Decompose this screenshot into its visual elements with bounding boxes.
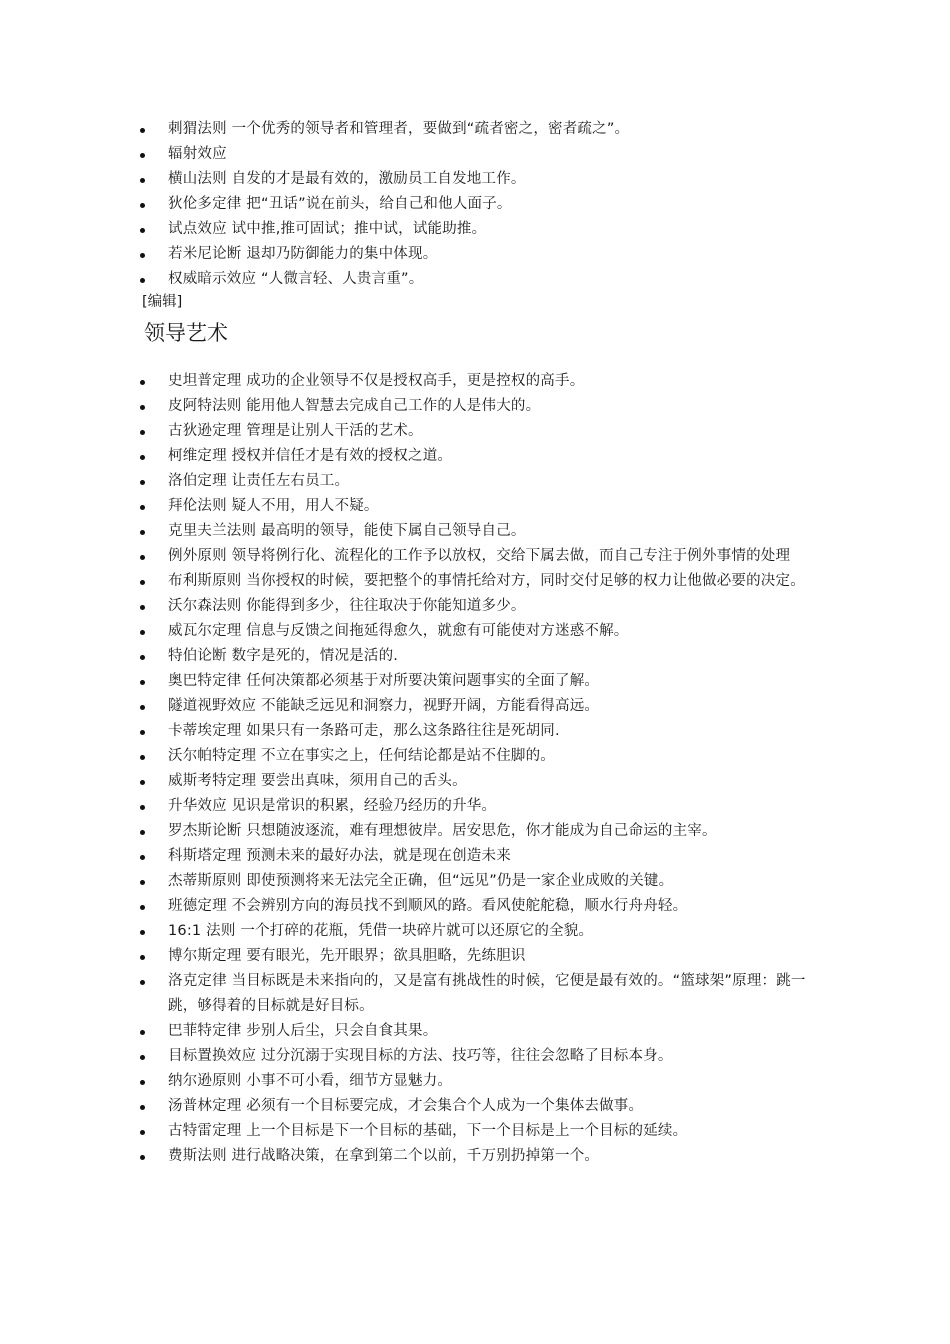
list-item-text: 班德定理 不会辨别方向的海员找不到顺风的路。看风使舵舵稳，顺水行舟舟轻。 [168, 898, 688, 914]
list-item-text: 费斯法则 进行战略决策，在拿到第二个以前，千万别扔掉第一个。 [168, 1148, 600, 1164]
bullet-icon [140, 705, 145, 710]
list-item-text: 罗杰斯论断 只想随波逐流，难有理想彼岸。居安思危，你才能成为自己命运的主宰。 [168, 823, 717, 839]
list-item-text: 纳尔逊原则 小事不可小看，细节方显魅力。 [168, 1073, 453, 1089]
bullet-icon [140, 178, 145, 183]
list-item-text: 权威暗示效应 “人微言轻、人贵言重”。 [168, 271, 424, 287]
list-item-text: 博尔斯定理 要有眼光，先开眼界；欲具胆略，先练胆识 [168, 948, 526, 964]
edit-link[interactable]: [编辑] [142, 294, 183, 310]
list-item-text: 巴菲特定律 步别人后尘，只会自食其果。 [168, 1023, 438, 1039]
list-item-text: 横山法则 自发的才是最有效的，激励员工自发地工作。 [168, 171, 526, 187]
list-item-text: 威斯考特定理 要尝出真味，须用自己的舌头。 [168, 773, 467, 789]
list-item [138, 167, 818, 192]
bullet-icon [140, 153, 145, 158]
list-item [138, 844, 818, 869]
list-item-text: 升华效应 见识是常识的积累，经验乃经历的升华。 [168, 798, 497, 814]
list-item [138, 694, 818, 719]
list-item [138, 444, 818, 469]
list-item-text: 奥巴特定律 任何决策都必须基于对所要决策问题事实的全面了解。 [168, 673, 600, 689]
list-item [138, 644, 818, 669]
bullet-icon [140, 228, 145, 233]
bullet-icon [140, 930, 145, 935]
list-item-text: 特伯论断 数字是死的，情况是活的. [168, 648, 399, 664]
list-item-text: 洛克定律 当目标既是未来指向的，又是富有挑战性的时候，它便是最有效的。“篮球架”原理：跳一跳，够得着的目标就是好目标。 [168, 973, 806, 1014]
list-item [138, 569, 818, 594]
list-item-text: 目标置换效应 过分沉溺于实现目标的方法、技巧等，往往会忽略了目标本身。 [168, 1048, 673, 1064]
list-item [138, 669, 818, 694]
bullet-icon [140, 1155, 145, 1160]
bullet-icon [140, 830, 145, 835]
list-item-text: 刺猬法则 一个优秀的领导者和管理者，要做到“疏者密之，密者疏之”。 [168, 121, 630, 137]
list-item [138, 869, 818, 894]
list-item-text: 辐射效应 [168, 146, 227, 162]
list-item [138, 719, 818, 744]
list-item [138, 619, 818, 644]
list-item-text: 拜伦法则 疑人不用，用人不疑。 [168, 498, 379, 514]
bullet-icon [140, 405, 145, 410]
bullet-icon [140, 530, 145, 535]
list-item-text: 古狄逊定理 管理是让别人干活的艺术。 [168, 423, 423, 439]
list-item-text: 威瓦尔定理 信息与反馈之间拖延得愈久，就愈有可能使对方迷惑不解。 [168, 623, 629, 639]
list-item [138, 919, 818, 944]
list-item-text: 古特雷定理 上一个目标是下一个目标的基础，下一个目标是上一个目标的延续。 [168, 1123, 688, 1139]
bullet-icon [140, 480, 145, 485]
list-item-text: 试点效应 试中推,推可固试；推中试，试能助推。 [168, 221, 487, 237]
leadership-art-list [138, 369, 818, 1169]
list-item [138, 142, 818, 167]
bullet-icon [140, 605, 145, 610]
list-item [138, 469, 818, 494]
bullet-icon [140, 730, 145, 735]
list-item [138, 1144, 818, 1169]
list-item-text: 沃尔帕特定理 不立在事实之上，任何结论都是站不住脚的。 [168, 748, 556, 764]
bullet-icon [140, 128, 145, 133]
bullet-icon [140, 855, 145, 860]
list-item [138, 944, 818, 969]
bullet-icon [140, 203, 145, 208]
list-item [138, 419, 818, 444]
bullet-icon [140, 505, 145, 510]
bullet-icon [140, 1030, 145, 1035]
list-item-text: 例外原则 领导将例行化、流程化的工作予以放权，交给下属去做，而自己专注于例外事情的处理 [168, 548, 791, 564]
bullet-icon [140, 1055, 145, 1060]
bullet-icon [140, 1080, 145, 1085]
list-item [138, 369, 818, 394]
list-item-text: 柯维定理 授权并信任才是有效的授权之道。 [168, 448, 453, 464]
list-item [138, 1069, 818, 1094]
list-item-text: 若米尼论断 退却乃防御能力的集中体现。 [168, 246, 438, 262]
list-item [138, 1019, 818, 1044]
list-item-text: 16:1 法则 一个打碎的花瓶，凭借一块碎片就可以还原它的全貌。 [168, 923, 594, 939]
bullet-icon [140, 455, 145, 460]
bullet-icon [140, 655, 145, 660]
list-item [138, 894, 818, 919]
bullet-icon [140, 905, 145, 910]
list-item-text: 克里夫兰法则 最高明的领导，能使下属自己领导自己。 [168, 523, 526, 539]
bullet-icon [140, 430, 145, 435]
bullet-icon [140, 278, 145, 283]
list-item [138, 819, 818, 844]
list-item [138, 794, 818, 819]
list-item [138, 394, 818, 419]
bullet-icon [140, 580, 145, 585]
bullet-icon [140, 380, 145, 385]
list-item [138, 494, 818, 519]
principles-list-top [138, 117, 818, 292]
list-item-text: 卡蒂埃定理 如果只有一条路可走，那么这条路往往是死胡同. [168, 723, 560, 739]
bullet-icon [140, 805, 145, 810]
list-item-text: 狄伦多定律 把“丑话”说在前头，给自己和他人面子。 [168, 196, 512, 212]
bullet-icon [140, 780, 145, 785]
list-item-text: 杰蒂斯原则 即使预测将来无法完全正确，但“远见”仍是一家企业成败的关键。 [168, 873, 674, 889]
list-item [138, 1094, 818, 1119]
list-item [138, 267, 818, 292]
list-item-text: 汤普林定理 必须有一个目标要完成，才会集合个人成为一个集体去做事。 [168, 1098, 644, 1114]
list-item [138, 1044, 818, 1069]
bullet-icon [140, 680, 145, 685]
list-item-text: 皮阿特法则 能用他人智慧去完成自己工作的人是伟大的。 [168, 398, 541, 414]
list-item [138, 744, 818, 769]
list-item-text: 洛伯定理 让责任左右员工。 [168, 473, 350, 489]
section-title-leadership-art: 领导艺术 [144, 321, 228, 345]
bullet-icon [140, 630, 145, 635]
bullet-icon [140, 1105, 145, 1110]
list-item [138, 1119, 818, 1144]
bullet-icon [140, 955, 145, 960]
list-item-text: 布利斯原则 当你授权的时候，要把整个的事情托给对方，同时交付足够的权力让他做必要的决定。 [168, 573, 805, 589]
bullet-icon [140, 980, 145, 985]
list-item [138, 544, 818, 569]
bullet-icon [140, 1130, 145, 1135]
list-item [138, 519, 818, 544]
list-item-text: 科斯塔定理 预测未来的最好办法，就是现在创造未来 [168, 848, 511, 864]
bullet-icon [140, 555, 145, 560]
list-item [138, 242, 818, 267]
list-item [138, 117, 818, 142]
list-item [138, 594, 818, 619]
list-item [138, 969, 818, 1019]
list-item-text: 沃尔森法则 你能得到多少，往往取决于你能知道多少。 [168, 598, 526, 614]
list-item-text: 隧道视野效应 不能缺乏远见和洞察力，视野开阔，方能看得高远。 [168, 698, 600, 714]
bullet-icon [140, 880, 145, 885]
bullet-icon [140, 253, 145, 258]
list-item-text: 史坦普定理 成功的企业领导不仅是授权高手，更是控权的高手。 [168, 373, 585, 389]
bullet-icon [140, 755, 145, 760]
list-item [138, 192, 818, 217]
list-item [138, 769, 818, 794]
list-item [138, 217, 818, 242]
